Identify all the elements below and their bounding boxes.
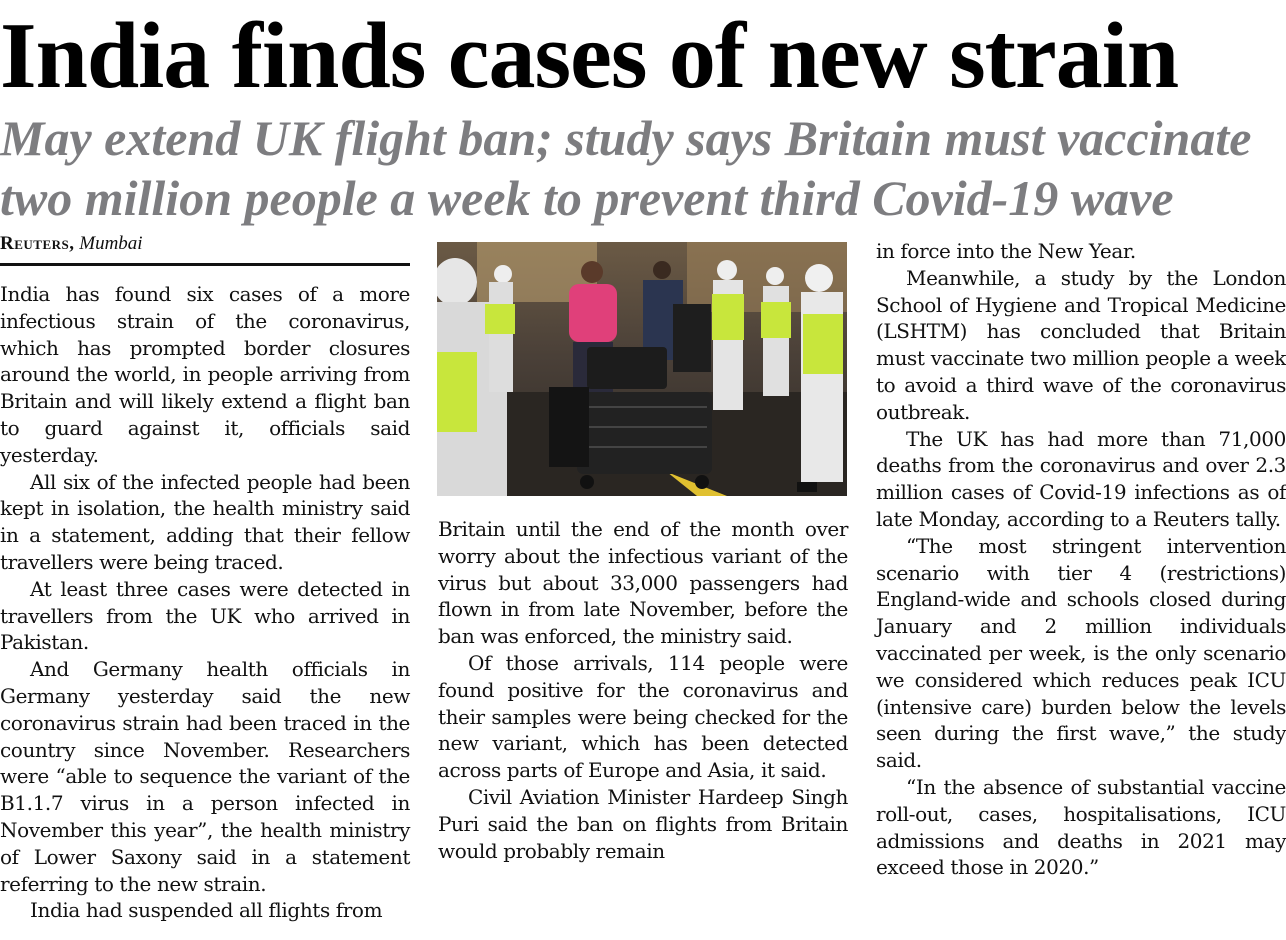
paragraph: And Germany health officials in Germany yesterday said the new coronavirus strain had been traced in the country since November. Researchers were “able to sequence the variant of the B1.1.7 virus in a person infected in November this year”, the health ministry of Lower Saxony said in a statement referring to the new strain.	[0, 657, 410, 896]
article-column-2	[438, 516, 848, 864]
paragraph: in force into the New Year.	[876, 239, 1136, 263]
paragraph: Of those arrivals, 114 people were found positive for the coronavirus and their samples were being checked for the new variant, which has been detected across parts of Europe and Asia, it said.	[438, 650, 848, 783]
headline: India finds cases of new strain	[0, 4, 1179, 108]
byline-rule	[0, 263, 410, 266]
paragraph: Meanwhile, a study by the London School of Hygiene and Tropical Medicine (LSHTM) has concluded that Britain must vaccinate two million people a week to avoid a third wave of the coronavirus outbreak.	[876, 265, 1286, 424]
byline	[0, 232, 410, 256]
deck-line-2: two million people a week to prevent third Covid-19 wave	[0, 170, 1174, 226]
deck	[0, 108, 1286, 228]
paragraph: The UK has had more than 71,000 deaths from the coronavirus and over 2.3 million cases of Covid-19 infections as of late Monday, according to a Reuters tally.	[876, 426, 1286, 531]
paragraph: Britain until the end of the month over worry about the infectious variant of the virus but about 33,000 passengers had flown in from late November, before the ban was enforced, the ministry said.	[438, 517, 848, 649]
news-photo	[437, 242, 847, 496]
article-column-3	[876, 238, 1286, 881]
byline-location: Mumbai	[79, 233, 143, 254]
paragraph: All six of the infected people had been kept in isolation, the health ministry said in a statement, adding that their fellow travellers were being traced.	[0, 469, 410, 574]
paragraph: Civil Aviation Minister Hardeep Singh Puri said the ban on flights from Britain would probably remain	[438, 784, 848, 863]
byline-agency: Reuters,	[0, 233, 75, 254]
article-column-1	[0, 281, 410, 924]
paragraph: “In the absence of substantial vaccine roll-out, cases, hospitalisations, ICU admissions and deaths in 2021 may exceed those in 2020.”	[876, 774, 1286, 880]
airport-scene-illustration	[437, 242, 847, 496]
paragraph: India has found six cases of a more infectious strain of the coronavirus, which has prompted border closures around the world, in people arriving from Britain and will likely extend a flight ban to guard against it, officials said yesterday.	[0, 282, 410, 467]
deck-line-1: May extend UK flight ban; study says Britain must vaccinate	[0, 110, 1252, 166]
paragraph: “The most stringent intervention scenario with tier 4 (restrictions) England-wide and schools closed during January and 2 million individuals vaccinated per week, is the only scenario we considered which reduces peak ICU (intensive care) burden below the levels seen during the first wave,” the study said.	[876, 533, 1286, 773]
paragraph: India had suspended all flights from	[30, 898, 383, 923]
paragraph: At least three cases were detected in travellers from the UK who arrived in Pakistan.	[0, 576, 410, 655]
